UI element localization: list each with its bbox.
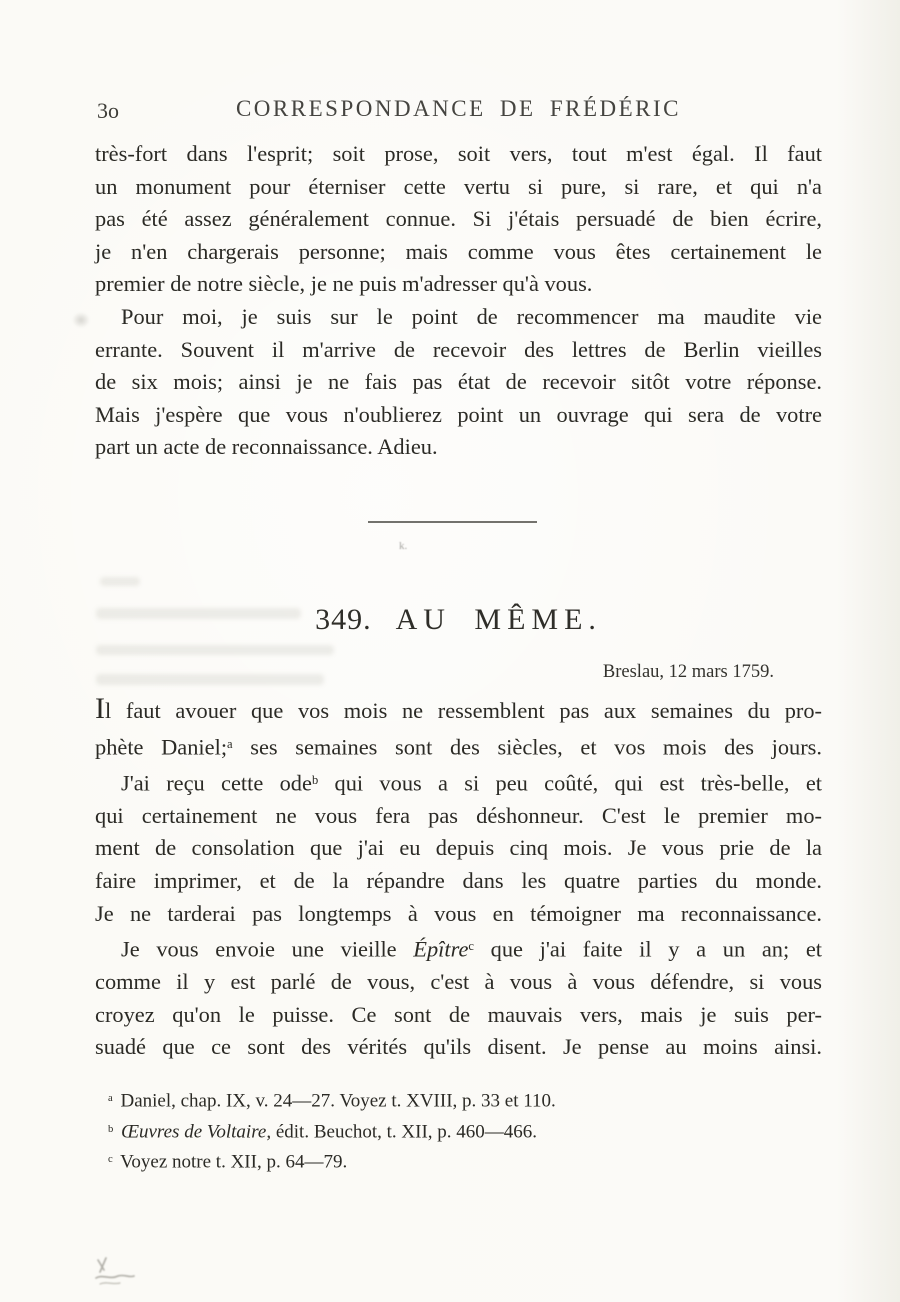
text-segment: pas été assez généralement connue. Si j'étais persuadé de bien écrire, bbox=[95, 206, 822, 232]
text-segment: de six mois; ainsi je ne fais pas état de recevoir sitôt votre réponse. bbox=[95, 369, 822, 395]
text-line bbox=[95, 764, 822, 800]
text-line bbox=[95, 1031, 822, 1064]
text-segment: ment de consolation que j'ai eu depuis cinq mois. Je vous prie de la bbox=[95, 835, 822, 861]
text-segment: I bbox=[95, 692, 105, 725]
printing-artifact-mark: k. bbox=[399, 540, 408, 552]
text-segment: Pour moi, je suis sur le point de recommencer ma maudite vie bbox=[121, 303, 822, 329]
paragraph bbox=[95, 693, 822, 764]
text-segment: ses semaines sont des siècles, et vos mois des jours. bbox=[232, 734, 822, 760]
paragraph bbox=[95, 930, 822, 1064]
text-line bbox=[95, 999, 822, 1032]
footnote-marker: c bbox=[108, 1154, 113, 1166]
letter-349-body bbox=[95, 693, 822, 1064]
show-through-artifact bbox=[100, 577, 140, 586]
text-segment: l faut avouer que vos mois ne ressemblent pas aux semaines du pro- bbox=[105, 698, 822, 723]
paragraph bbox=[95, 138, 822, 301]
text-segment: faire imprimer, et de la répandre dans les quatre parties du monde. bbox=[95, 868, 822, 893]
footnote bbox=[95, 1085, 822, 1116]
text-segment: suadé que ce sont des vérités qu'ils disent. Je pense au moins ainsi. bbox=[95, 1034, 822, 1060]
letter-348-continuation bbox=[95, 138, 822, 464]
text-line bbox=[95, 898, 822, 931]
text-line bbox=[95, 966, 822, 999]
text-line bbox=[95, 693, 822, 728]
footnotes bbox=[95, 1085, 822, 1177]
text-line bbox=[95, 366, 822, 399]
text-segment: premier de notre siècle, je ne puis m'adresser qu'à vous. bbox=[95, 271, 593, 297]
show-through-artifact bbox=[96, 674, 324, 685]
show-through-artifact bbox=[96, 645, 334, 655]
text-segment: comme il y est parlé de vous, c'est à vous à vous défendre, si vous bbox=[95, 969, 822, 995]
text-line bbox=[95, 301, 822, 334]
text-line bbox=[95, 236, 822, 269]
text-segment: je n'en chargerais personne; mais comme vous êtes certainement le bbox=[95, 238, 822, 264]
text-segment: Épître bbox=[413, 936, 469, 962]
text-segment: Je vous envoie une vieille bbox=[121, 936, 414, 962]
text-segment: Mais j'espère que vous n'oublierez point un ouvrage qui sera de votre bbox=[95, 401, 822, 427]
footnote-marker: b bbox=[108, 1123, 114, 1135]
footnote-marker: c bbox=[468, 939, 474, 954]
text-line bbox=[95, 930, 822, 966]
text-segment: part un acte de reconnaissance. Adieu. bbox=[95, 434, 438, 460]
text-line bbox=[95, 203, 822, 236]
header-title: CORRESPONDANCE DE FRÉDÉRIC bbox=[235, 96, 682, 121]
text-segment: Je ne tarderai pas longtemps à vous en témoigner ma reconnaissance. bbox=[95, 900, 822, 926]
text-line bbox=[95, 832, 822, 865]
text-segment: croyez qu'on le puisse. Ce sont de mauvais vers, mais je suis per- bbox=[95, 1001, 822, 1027]
text-segment: errante. Souvent il m'arrive de recevoir des lettres de Berlin vieilles bbox=[95, 336, 822, 362]
text-line bbox=[95, 138, 822, 171]
text-segment: que j'ai faite il y a un an; et bbox=[473, 936, 823, 962]
text-line bbox=[95, 399, 822, 432]
text-line bbox=[95, 171, 822, 204]
footnote-marker: a bbox=[108, 1093, 113, 1104]
text-line bbox=[95, 334, 822, 367]
text-segment: phète Daniel; bbox=[95, 734, 228, 760]
text-line bbox=[95, 268, 822, 301]
paragraph bbox=[95, 301, 822, 464]
footnote bbox=[95, 1116, 822, 1147]
text-segment: J'ai reçu cette ode bbox=[121, 770, 312, 796]
letter-number: 349. bbox=[315, 603, 372, 636]
footnote bbox=[95, 1146, 822, 1177]
text-segment: Voyez notre t. XII, p. 64—79. bbox=[115, 1151, 348, 1173]
text-line bbox=[95, 728, 822, 764]
letter-title: AU MÊME. bbox=[395, 603, 602, 636]
footnote-marker: a bbox=[227, 736, 233, 751]
text-segment: un monument pour éterniser cette vertu si pure, si rare, et qui n'a bbox=[95, 173, 822, 199]
scan-smudge bbox=[72, 312, 90, 328]
paragraph bbox=[95, 764, 822, 930]
text-segment: très-fort dans l'esprit; soit prose, soit vers, tout m'est égal. Il faut bbox=[95, 141, 822, 166]
running-head bbox=[95, 96, 822, 126]
text-segment: Daniel, chap. IX, v. 24—27. Voyez t. XVIII, p. 33 et 110. bbox=[115, 1090, 556, 1112]
show-through-artifact bbox=[96, 608, 301, 619]
text-line bbox=[95, 800, 822, 833]
section-divider-rule bbox=[368, 521, 537, 523]
page-number: 3o bbox=[97, 98, 119, 123]
text-line bbox=[95, 865, 822, 898]
dateline: Breslau, 12 mars 1759. bbox=[602, 662, 774, 682]
text-segment: qui vous a si peu coûté, qui est très-belle, et bbox=[318, 770, 822, 796]
text-segment: Œuvres de Voltaire, bbox=[116, 1121, 272, 1143]
text-segment: qui certainement ne vous fera pas déshonneur. C'est le premier mo- bbox=[95, 802, 822, 828]
scan-smudge-handwriting bbox=[90, 1254, 146, 1294]
text-segment: édit. Beuchot, t. XII, p. 460—466. bbox=[271, 1121, 538, 1143]
footnote-marker: b bbox=[311, 772, 319, 787]
text-line bbox=[95, 431, 822, 464]
